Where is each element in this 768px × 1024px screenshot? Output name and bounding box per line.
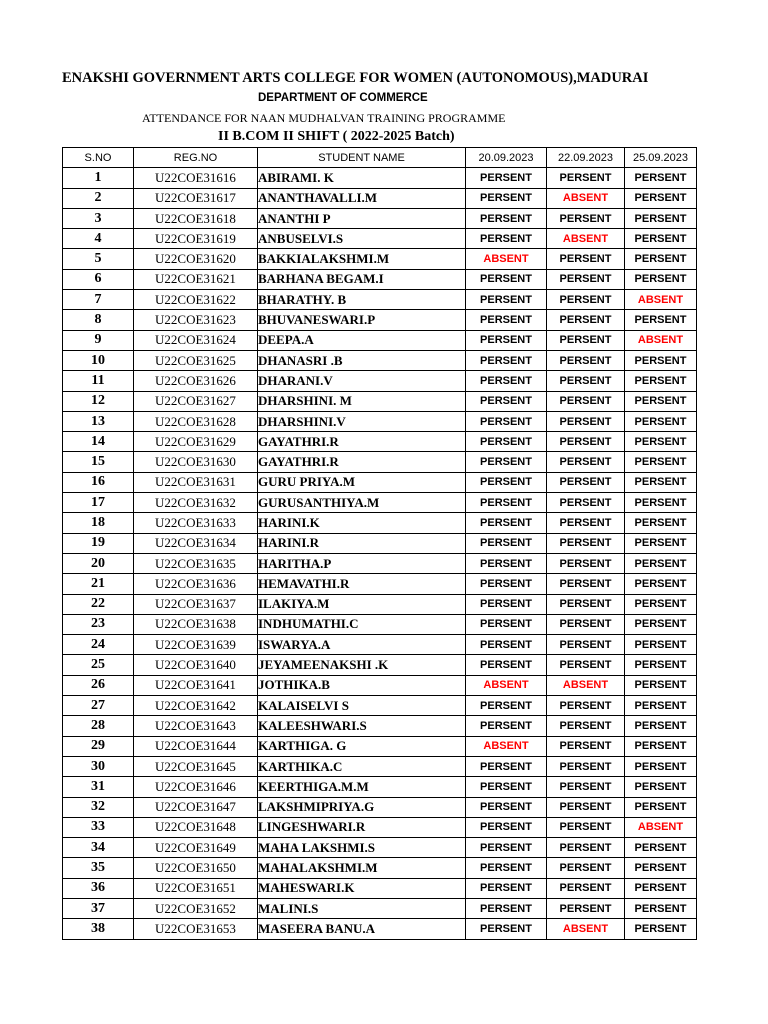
regno-cell: U22COE31626	[134, 371, 258, 391]
sno-cell: 2	[63, 188, 134, 208]
regno-cell: U22COE31642	[134, 696, 258, 716]
table-header-row	[63, 148, 697, 168]
attendance-cell-date-1: PERSENT	[466, 777, 547, 797]
attendance-cell-date-2: PERSENT	[547, 472, 625, 492]
attendance-cell-date-3: PERSENT	[625, 675, 697, 695]
student-name-cell: MAHALAKSHMI.M	[258, 858, 466, 878]
table-row	[63, 614, 697, 634]
attendance-cell-date-2: PERSENT	[547, 249, 625, 269]
student-name-cell: BHUVANESWARI.P	[258, 310, 466, 330]
table-row	[63, 696, 697, 716]
sno-cell: 23	[63, 614, 134, 634]
table-row	[63, 797, 697, 817]
attendance-cell-date-1: PERSENT	[466, 371, 547, 391]
table-row	[63, 472, 697, 492]
sno-cell: 37	[63, 898, 134, 918]
sno-cell: 3	[63, 208, 134, 228]
regno-cell: U22COE31637	[134, 594, 258, 614]
attendance-cell-date-2: PERSENT	[547, 168, 625, 188]
regno-cell: U22COE31647	[134, 797, 258, 817]
attendance-cell-date-1: PERSENT	[466, 716, 547, 736]
attendance-cell-date-2: ABSENT	[547, 188, 625, 208]
attendance-cell-date-3: PERSENT	[625, 208, 697, 228]
sno-cell: 11	[63, 371, 134, 391]
regno-cell: U22COE31641	[134, 675, 258, 695]
student-name-cell: HARITHA.P	[258, 553, 466, 573]
col-regno: REG.NO	[134, 148, 258, 168]
table-row	[63, 594, 697, 614]
attendance-cell-date-1: PERSENT	[466, 350, 547, 370]
attendance-cell-date-3: PERSENT	[625, 493, 697, 513]
attendance-cell-date-2: PERSENT	[547, 655, 625, 675]
sno-cell: 28	[63, 716, 134, 736]
attendance-cell-date-2: PERSENT	[547, 898, 625, 918]
regno-cell: U22COE31617	[134, 188, 258, 208]
student-name-cell: DHANASRI .B	[258, 350, 466, 370]
attendance-cell-date-2: PERSENT	[547, 310, 625, 330]
sno-cell: 35	[63, 858, 134, 878]
regno-cell: U22COE31653	[134, 919, 258, 939]
student-name-cell: LAKSHMIPRIYA.G	[258, 797, 466, 817]
attendance-cell-date-2: PERSENT	[547, 493, 625, 513]
table-row	[63, 777, 697, 797]
student-name-cell: LINGESHWARI.R	[258, 817, 466, 837]
attendance-cell-date-3: PERSENT	[625, 452, 697, 472]
attendance-cell-date-2: PERSENT	[547, 817, 625, 837]
attendance-cell-date-3: PERSENT	[625, 350, 697, 370]
regno-cell: U22COE31619	[134, 229, 258, 249]
attendance-cell-date-2: PERSENT	[547, 574, 625, 594]
attendance-cell-date-3: PERSENT	[625, 371, 697, 391]
student-name-cell: KALAISELVI S	[258, 696, 466, 716]
student-name-cell: JOTHIKA.B	[258, 675, 466, 695]
sno-cell: 7	[63, 290, 134, 310]
table-row	[63, 574, 697, 594]
attendance-cell-date-3: PERSENT	[625, 655, 697, 675]
attendance-cell-date-3: PERSENT	[625, 614, 697, 634]
attendance-cell-date-2: PERSENT	[547, 635, 625, 655]
table-body	[63, 168, 697, 939]
attendance-cell-date-3: PERSENT	[625, 594, 697, 614]
attendance-cell-date-3: ABSENT	[625, 817, 697, 837]
attendance-cell-date-2: PERSENT	[547, 736, 625, 756]
regno-cell: U22COE31639	[134, 635, 258, 655]
attendance-cell-date-1: PERSENT	[466, 493, 547, 513]
student-name-cell: ANANTHI P	[258, 208, 466, 228]
student-name-cell: ILAKIYA.M	[258, 594, 466, 614]
attendance-cell-date-3: PERSENT	[625, 919, 697, 939]
attendance-cell-date-2: PERSENT	[547, 452, 625, 472]
sno-cell: 12	[63, 391, 134, 411]
attendance-cell-date-1: PERSENT	[466, 330, 547, 350]
regno-cell: U22COE31634	[134, 533, 258, 553]
regno-cell: U22COE31632	[134, 493, 258, 513]
student-name-cell: MAHESWARI.K	[258, 878, 466, 898]
table-row	[63, 898, 697, 918]
attendance-cell-date-2: PERSENT	[547, 290, 625, 310]
sno-cell: 25	[63, 655, 134, 675]
table-row	[63, 350, 697, 370]
student-name-cell: KALEESHWARI.S	[258, 716, 466, 736]
student-name-cell: GURUSANTHIYA.M	[258, 493, 466, 513]
attendance-cell-date-1: ABSENT	[466, 736, 547, 756]
table-row	[63, 533, 697, 553]
table-row	[63, 493, 697, 513]
student-name-cell: INDHUMATHI.C	[258, 614, 466, 634]
sno-cell: 6	[63, 269, 134, 289]
regno-cell: U22COE31629	[134, 432, 258, 452]
attendance-cell-date-1: PERSENT	[466, 858, 547, 878]
attendance-cell-date-1: PERSENT	[466, 898, 547, 918]
attendance-cell-date-1: PERSENT	[466, 168, 547, 188]
regno-cell: U22COE31646	[134, 777, 258, 797]
table-row	[63, 635, 697, 655]
sno-cell: 32	[63, 797, 134, 817]
attendance-cell-date-2: PERSENT	[547, 716, 625, 736]
attendance-cell-date-1: PERSENT	[466, 878, 547, 898]
sno-cell: 30	[63, 756, 134, 776]
attendance-cell-date-3: ABSENT	[625, 330, 697, 350]
sno-cell: 34	[63, 838, 134, 858]
student-name-cell: HARINI.K	[258, 513, 466, 533]
attendance-cell-date-1: ABSENT	[466, 675, 547, 695]
attendance-cell-date-1: PERSENT	[466, 188, 547, 208]
student-name-cell: ABIRAMI. K	[258, 168, 466, 188]
attendance-cell-date-1: PERSENT	[466, 513, 547, 533]
sno-cell: 26	[63, 675, 134, 695]
attendance-cell-date-3: PERSENT	[625, 411, 697, 431]
student-name-cell: BAKKIALAKSHMI.M	[258, 249, 466, 269]
attendance-cell-date-2: PERSENT	[547, 371, 625, 391]
attendance-cell-date-2: PERSENT	[547, 513, 625, 533]
table-row	[63, 269, 697, 289]
sno-cell: 17	[63, 493, 134, 513]
attendance-cell-date-3: PERSENT	[625, 797, 697, 817]
attendance-cell-date-3: PERSENT	[625, 696, 697, 716]
sno-cell: 31	[63, 777, 134, 797]
attendance-cell-date-3: PERSENT	[625, 878, 697, 898]
attendance-cell-date-1: PERSENT	[466, 452, 547, 472]
student-name-cell: BHARATHY. B	[258, 290, 466, 310]
sno-cell: 4	[63, 229, 134, 249]
attendance-cell-date-1: PERSENT	[466, 696, 547, 716]
student-name-cell: ANBUSELVI.S	[258, 229, 466, 249]
student-name-cell: DHARSHINI. M	[258, 391, 466, 411]
student-name-cell: KEERTHIGA.M.M	[258, 777, 466, 797]
attendance-cell-date-3: PERSENT	[625, 513, 697, 533]
attendance-cell-date-3: PERSENT	[625, 472, 697, 492]
table-row	[63, 208, 697, 228]
regno-cell: U22COE31628	[134, 411, 258, 431]
attendance-cell-date-2: PERSENT	[547, 411, 625, 431]
attendance-cell-date-1: PERSENT	[466, 614, 547, 634]
sno-cell: 24	[63, 635, 134, 655]
table-row	[63, 513, 697, 533]
attendance-cell-date-2: PERSENT	[547, 756, 625, 776]
table-row	[63, 675, 697, 695]
table-row	[63, 249, 697, 269]
student-name-cell: DHARANI.V	[258, 371, 466, 391]
attendance-cell-date-2: PERSENT	[547, 797, 625, 817]
regno-cell: U22COE31620	[134, 249, 258, 269]
table-row	[63, 168, 697, 188]
student-name-cell: MAHA LAKSHMI.S	[258, 838, 466, 858]
attendance-cell-date-1: PERSENT	[466, 208, 547, 228]
sno-cell: 10	[63, 350, 134, 370]
student-name-cell: ANANTHAVALLI.M	[258, 188, 466, 208]
regno-cell: U22COE31623	[134, 310, 258, 330]
student-name-cell: DHARSHINI.V	[258, 411, 466, 431]
attendance-cell-date-1: PERSENT	[466, 594, 547, 614]
sno-cell: 13	[63, 411, 134, 431]
attendance-cell-date-1: PERSENT	[466, 574, 547, 594]
regno-cell: U22COE31648	[134, 817, 258, 837]
attendance-cell-date-2: ABSENT	[547, 919, 625, 939]
attendance-cell-date-1: PERSENT	[466, 838, 547, 858]
table-row	[63, 290, 697, 310]
attendance-cell-date-1: PERSENT	[466, 919, 547, 939]
col-sno: S.NO	[63, 148, 134, 168]
attendance-cell-date-2: PERSENT	[547, 553, 625, 573]
attendance-cell-date-3: PERSENT	[625, 736, 697, 756]
attendance-cell-date-1: PERSENT	[466, 817, 547, 837]
table-row	[63, 736, 697, 756]
student-name-cell: GURU PRIYA.M	[258, 472, 466, 492]
attendance-cell-date-3: PERSENT	[625, 533, 697, 553]
table-row	[63, 838, 697, 858]
attendance-cell-date-3: PERSENT	[625, 716, 697, 736]
regno-cell: U22COE31624	[134, 330, 258, 350]
sno-cell: 33	[63, 817, 134, 837]
attendance-cell-date-3: PERSENT	[625, 249, 697, 269]
attendance-cell-date-2: ABSENT	[547, 675, 625, 695]
regno-cell: U22COE31630	[134, 452, 258, 472]
attendance-cell-date-1: PERSENT	[466, 756, 547, 776]
attendance-cell-date-3: PERSENT	[625, 553, 697, 573]
student-name-cell: DEEPA.A	[258, 330, 466, 350]
col-student-name: STUDENT NAME	[258, 148, 466, 168]
regno-cell: U22COE31640	[134, 655, 258, 675]
regno-cell: U22COE31651	[134, 878, 258, 898]
regno-cell: U22COE31622	[134, 290, 258, 310]
department-title: DEPARTMENT OF COMMERCE	[258, 92, 428, 104]
attendance-cell-date-3: PERSENT	[625, 898, 697, 918]
sno-cell: 21	[63, 574, 134, 594]
attendance-cell-date-1: PERSENT	[466, 472, 547, 492]
regno-cell: U22COE31638	[134, 614, 258, 634]
attendance-cell-date-3: PERSENT	[625, 229, 697, 249]
attendance-cell-date-3: PERSENT	[625, 269, 697, 289]
attendance-cell-date-1: PERSENT	[466, 310, 547, 330]
attendance-cell-date-3: PERSENT	[625, 168, 697, 188]
table-row	[63, 655, 697, 675]
programme-title: ATTENDANCE FOR NAAN MUDHALVAN TRAINING PROGRAMME	[142, 111, 506, 125]
attendance-cell-date-1: PERSENT	[466, 290, 547, 310]
table-row	[63, 878, 697, 898]
attendance-cell-date-1: PERSENT	[466, 391, 547, 411]
attendance-cell-date-2: PERSENT	[547, 858, 625, 878]
sno-cell: 20	[63, 553, 134, 573]
attendance-cell-date-1: PERSENT	[466, 797, 547, 817]
college-title: ENAKSHI GOVERNMENT ARTS COLLEGE FOR WOMEN (AUTONOMOUS),MADURAI	[62, 70, 649, 86]
attendance-cell-date-2: PERSENT	[547, 269, 625, 289]
sno-cell: 14	[63, 432, 134, 452]
regno-cell: U22COE31635	[134, 553, 258, 573]
sno-cell: 19	[63, 533, 134, 553]
regno-cell: U22COE31625	[134, 350, 258, 370]
sno-cell: 15	[63, 452, 134, 472]
table-row	[63, 188, 697, 208]
attendance-cell-date-3: PERSENT	[625, 635, 697, 655]
table-row	[63, 391, 697, 411]
regno-cell: U22COE31633	[134, 513, 258, 533]
regno-cell: U22COE31649	[134, 838, 258, 858]
attendance-cell-date-1: PERSENT	[466, 432, 547, 452]
attendance-cell-date-3: PERSENT	[625, 310, 697, 330]
attendance-cell-date-2: PERSENT	[547, 208, 625, 228]
regno-cell: U22COE31643	[134, 716, 258, 736]
attendance-cell-date-3: PERSENT	[625, 777, 697, 797]
attendance-cell-date-2: PERSENT	[547, 330, 625, 350]
regno-cell: U22COE31621	[134, 269, 258, 289]
student-name-cell: ISWARYA.A	[258, 635, 466, 655]
sno-cell: 1	[63, 168, 134, 188]
attendance-cell-date-1: ABSENT	[466, 249, 547, 269]
student-name-cell: KARTHIKA.C	[258, 756, 466, 776]
sno-cell: 5	[63, 249, 134, 269]
table-row	[63, 553, 697, 573]
attendance-cell-date-3: PERSENT	[625, 756, 697, 776]
attendance-cell-date-3: PERSENT	[625, 391, 697, 411]
attendance-table	[62, 147, 697, 940]
sno-cell: 18	[63, 513, 134, 533]
col-date-2: 22.09.2023	[547, 148, 625, 168]
sno-cell: 38	[63, 919, 134, 939]
sno-cell: 8	[63, 310, 134, 330]
attendance-cell-date-1: PERSENT	[466, 269, 547, 289]
sno-cell: 9	[63, 330, 134, 350]
regno-cell: U22COE31652	[134, 898, 258, 918]
attendance-cell-date-2: PERSENT	[547, 533, 625, 553]
table-row	[63, 330, 697, 350]
regno-cell: U22COE31644	[134, 736, 258, 756]
attendance-cell-date-3: PERSENT	[625, 574, 697, 594]
table-row	[63, 432, 697, 452]
attendance-cell-date-1: PERSENT	[466, 635, 547, 655]
batch-title: II B.COM II SHIFT ( 2022-2025 Batch)	[218, 129, 455, 144]
regno-cell: U22COE31636	[134, 574, 258, 594]
attendance-cell-date-2: ABSENT	[547, 229, 625, 249]
table-row	[63, 817, 697, 837]
sno-cell: 22	[63, 594, 134, 614]
col-date-1: 20.09.2023	[466, 148, 547, 168]
attendance-cell-date-1: PERSENT	[466, 655, 547, 675]
table-row	[63, 411, 697, 431]
student-name-cell: MALINI.S	[258, 898, 466, 918]
table-row	[63, 229, 697, 249]
attendance-cell-date-2: PERSENT	[547, 350, 625, 370]
sno-cell: 16	[63, 472, 134, 492]
table-row	[63, 716, 697, 736]
attendance-cell-date-2: PERSENT	[547, 614, 625, 634]
student-name-cell: HARINI.R	[258, 533, 466, 553]
attendance-cell-date-2: PERSENT	[547, 838, 625, 858]
attendance-cell-date-2: PERSENT	[547, 878, 625, 898]
regno-cell: U22COE31645	[134, 756, 258, 776]
attendance-cell-date-2: PERSENT	[547, 432, 625, 452]
attendance-cell-date-3: PERSENT	[625, 838, 697, 858]
attendance-cell-date-2: PERSENT	[547, 594, 625, 614]
regno-cell: U22COE31627	[134, 391, 258, 411]
attendance-cell-date-1: PERSENT	[466, 229, 547, 249]
attendance-cell-date-3: PERSENT	[625, 432, 697, 452]
attendance-cell-date-3: PERSENT	[625, 188, 697, 208]
student-name-cell: HEMAVATHI.R	[258, 574, 466, 594]
table-row	[63, 756, 697, 776]
regno-cell: U22COE31650	[134, 858, 258, 878]
attendance-cell-date-2: PERSENT	[547, 391, 625, 411]
sno-cell: 29	[63, 736, 134, 756]
student-name-cell: MASEERA BANU.A	[258, 919, 466, 939]
regno-cell: U22COE31616	[134, 168, 258, 188]
attendance-cell-date-1: PERSENT	[466, 553, 547, 573]
sno-cell: 36	[63, 878, 134, 898]
attendance-cell-date-3: ABSENT	[625, 290, 697, 310]
table-row	[63, 371, 697, 391]
attendance-cell-date-1: PERSENT	[466, 411, 547, 431]
regno-cell: U22COE31631	[134, 472, 258, 492]
regno-cell: U22COE31618	[134, 208, 258, 228]
table-row	[63, 310, 697, 330]
col-date-3: 25.09.2023	[625, 148, 697, 168]
table-row	[63, 919, 697, 939]
attendance-cell-date-2: PERSENT	[547, 696, 625, 716]
student-name-cell: GAYATHRI.R	[258, 432, 466, 452]
student-name-cell: KARTHIGA. G	[258, 736, 466, 756]
table-row	[63, 858, 697, 878]
student-name-cell: JEYAMEENAKSHI .K	[258, 655, 466, 675]
attendance-cell-date-2: PERSENT	[547, 777, 625, 797]
table-row	[63, 452, 697, 472]
student-name-cell: BARHANA BEGAM.I	[258, 269, 466, 289]
student-name-cell: GAYATHRI.R	[258, 452, 466, 472]
sno-cell: 27	[63, 696, 134, 716]
attendance-cell-date-1: PERSENT	[466, 533, 547, 553]
attendance-cell-date-3: PERSENT	[625, 858, 697, 878]
